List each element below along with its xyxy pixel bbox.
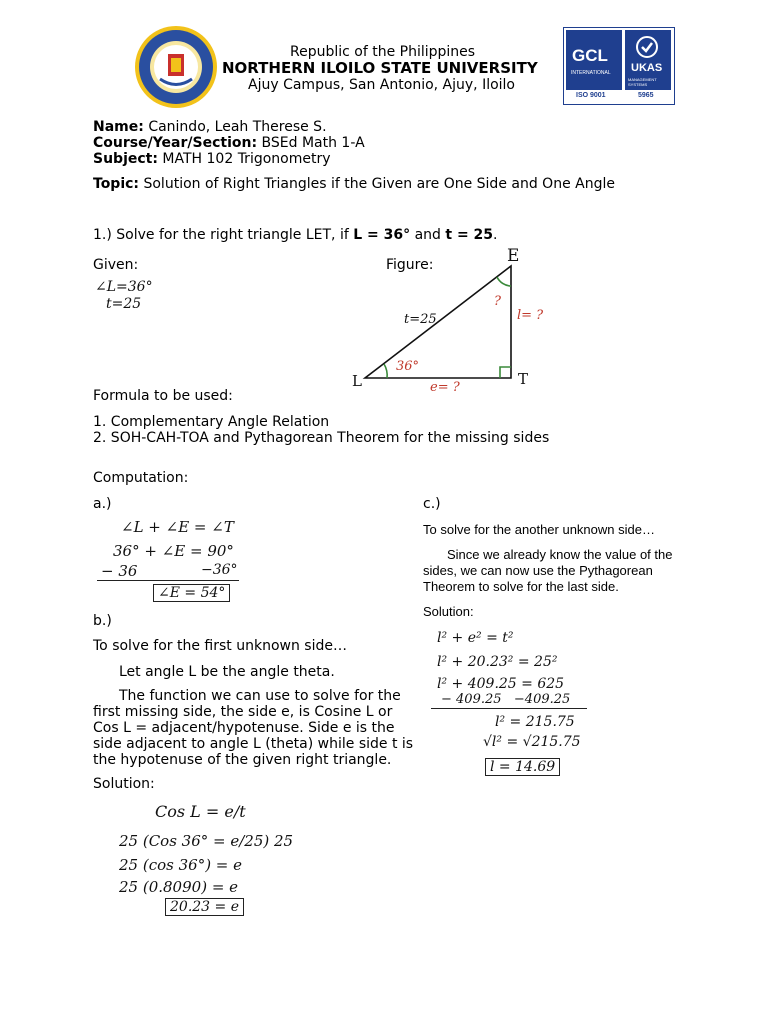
part-c-line-4: − 409.25 −409.25	[441, 692, 571, 707]
part-c-intro: To solve for the another unknown side…	[423, 522, 655, 537]
triangle-figure	[347, 246, 547, 398]
part-c-paragraph	[423, 547, 695, 595]
part-c-line-6: √l² = √215.75	[483, 734, 581, 750]
vertex-e-label: E	[507, 246, 520, 266]
subject-value: MATH 102 Trigonometry	[162, 151, 331, 167]
triangle-shape	[365, 266, 511, 378]
computation-label: Computation:	[93, 470, 189, 486]
part-b-work	[115, 796, 315, 920]
republic-text: Republic of the Philippines	[290, 44, 476, 60]
given-side: t=25	[106, 296, 142, 312]
part-c-solution-label: Solution:	[423, 604, 474, 619]
part-c-label: c.)	[423, 496, 441, 512]
course-line	[93, 135, 365, 151]
problem-suffix: .	[493, 227, 498, 243]
side-e-label: e= ?	[430, 380, 460, 395]
cert-number-text: 5965	[638, 92, 654, 99]
subject-label: Subject:	[93, 151, 158, 167]
part-b-intro: To solve for the first unknown side…	[93, 638, 347, 654]
part-b-line-1: Cos L = e/t	[155, 802, 246, 821]
subject-line	[93, 151, 331, 167]
part-b-line-2: 25 (Cos 36° = e/25) 25	[119, 832, 294, 850]
part-b-line-3: 25 (cos 36°) = e	[119, 856, 243, 874]
part-a-line-3-left: − 36	[101, 562, 138, 580]
formula-item-1: 1. Complementary Angle Relation	[93, 414, 330, 430]
part-c-line-2: l² + 20.23² = 25²	[437, 654, 558, 670]
part-a-result: ∠E = 54°	[153, 584, 230, 602]
right-angle-mark	[500, 367, 511, 378]
topic-label: Topic:	[93, 176, 140, 192]
angle-l-arc	[384, 364, 387, 378]
formula-item-2: 2. SOH-CAH-TOA and Pythagorean Theorem for the missing sides	[93, 430, 550, 446]
part-a-work	[93, 512, 243, 608]
university-name: NORTHERN ILOILO STATE UNIVERSITY	[222, 59, 538, 77]
gcl-international-text: INTERNATIONAL	[571, 70, 611, 76]
part-b-solution-label: Solution:	[93, 776, 155, 792]
given-label: Given:	[93, 257, 139, 273]
problem-prefix: 1.) Solve for the right triangle LET, if	[93, 227, 354, 243]
problem-t-given: t = 25	[445, 227, 494, 243]
gcl-panel	[566, 30, 622, 90]
topic-line	[93, 176, 615, 192]
problem-and: and	[410, 227, 446, 243]
name-line	[93, 119, 327, 135]
part-c-work	[423, 622, 663, 786]
course-value: BSEd Math 1-A	[261, 135, 365, 151]
formula-label: Formula to be used:	[93, 388, 233, 404]
part-b-paragraph-text: The function we can use to solve for the first missing side, the side e, is Cosine L or Cos L = adjacent/hypotenuse. Side e is the side adjacent to angle L (theta) while side t is the hypotenuse of the given right triangle.	[93, 688, 414, 768]
angle-l-label: 36°	[396, 359, 420, 374]
problem-l-given: L = 36°	[353, 227, 411, 243]
name-label: Name:	[93, 119, 144, 135]
part-c-result: l = 14.69	[485, 758, 560, 776]
ukas-panel	[625, 30, 671, 90]
topic-value: Solution of Right Triangles if the Given are One Side and One Angle	[143, 176, 615, 192]
part-b-line-4: 25 (0.8090) = e	[119, 878, 239, 896]
part-c-rule	[431, 708, 587, 709]
part-b-theta: Let angle L be the angle theta.	[119, 664, 335, 680]
ukas-sub-text: MANAGEMENT SYSTEMS	[628, 77, 657, 87]
part-b-label: b.)	[93, 613, 112, 629]
certification-badge	[563, 27, 675, 105]
iso-text: ISO 9001	[576, 92, 606, 99]
ukas-check-icon	[636, 36, 658, 58]
course-label: Course/Year/Section:	[93, 135, 258, 151]
university-seal	[130, 24, 222, 110]
angle-e-label: ?	[494, 294, 501, 309]
part-a-rule	[97, 580, 239, 581]
part-c-line-1: l² + e² = t²	[437, 630, 514, 646]
part-a-label: a.)	[93, 496, 112, 512]
campus-address: Ajuy Campus, San Antonio, Ajuy, Iloilo	[248, 77, 515, 93]
given-angle: ∠L=36°	[95, 279, 153, 295]
vertex-l-label: L	[352, 372, 362, 390]
part-c-line-5: l² = 215.75	[495, 714, 575, 730]
gcl-text: GCL	[572, 46, 608, 65]
vertex-t-label: T	[518, 370, 529, 388]
side-t-label: t=25	[404, 312, 437, 327]
ukas-text: UKAS	[631, 62, 663, 74]
part-b-paragraph	[93, 688, 415, 768]
part-c-line-3: l² + 409.25 = 625	[437, 676, 565, 692]
side-l-label: l= ?	[517, 308, 544, 323]
part-a-line-1: ∠L + ∠E = ∠T	[121, 518, 234, 536]
part-b-result: 20.23 = e	[165, 898, 244, 916]
name-value: Canindo, Leah Therese S.	[148, 119, 327, 135]
part-a-line-3-right: −36°	[201, 562, 238, 578]
part-a-line-2: 36° + ∠E = 90°	[113, 542, 234, 560]
figure-label: Figure:	[386, 257, 434, 273]
angle-e-arc	[497, 277, 511, 286]
part-c-paragraph-text: Since we already know the value of the sides, we can now use the Pythagorean Theorem to solve for the last side.	[423, 547, 673, 594]
problem-statement	[93, 227, 497, 243]
